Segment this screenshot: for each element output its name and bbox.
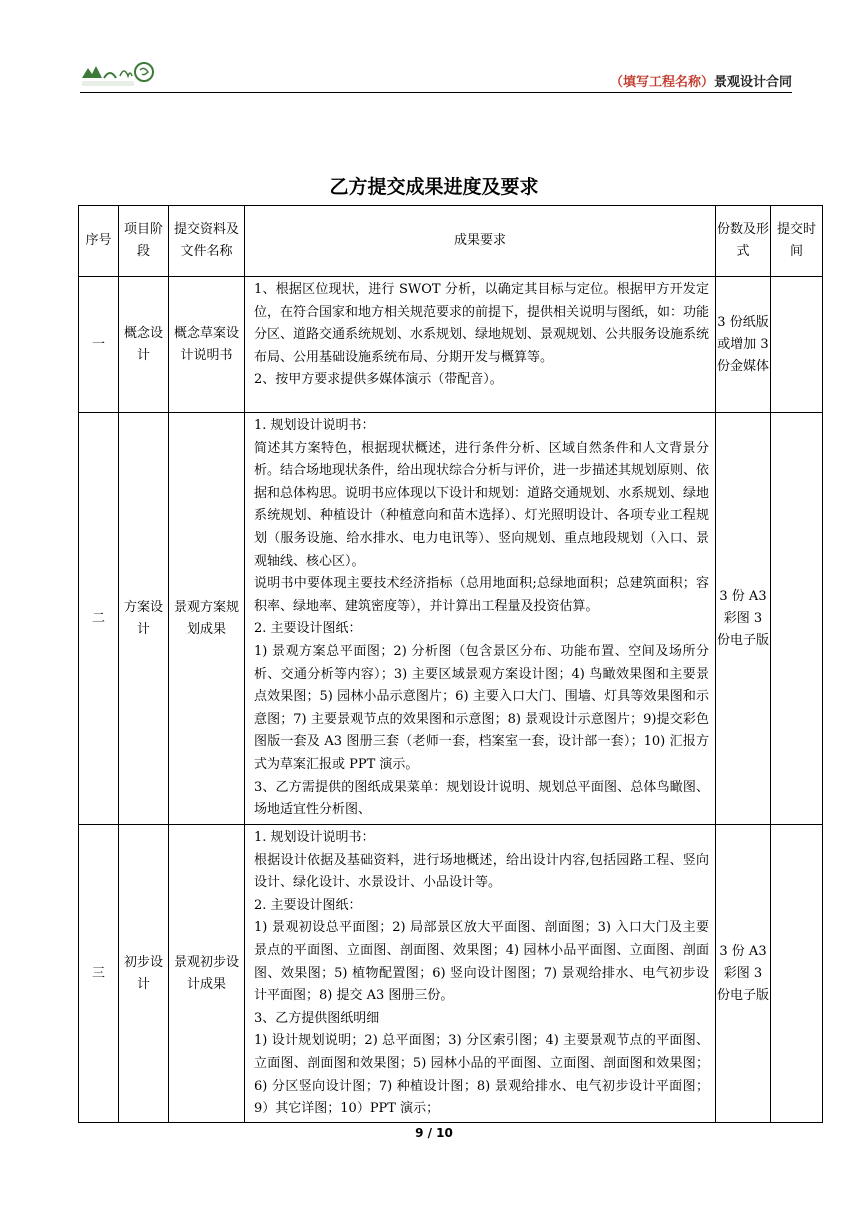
- row-stage: 初步设计: [119, 825, 169, 1123]
- header-copies: 份数及形式: [716, 206, 771, 277]
- row-time: [771, 825, 823, 1123]
- requirement-paragraph: 2. 主要设计图纸：: [254, 621, 362, 637]
- company-logo: [80, 60, 160, 88]
- logo-mark-icon: [80, 60, 160, 88]
- requirement-paragraph: 1) 设计规划说明；2) 总平面图；3) 分区索引图；4) 主要景观节点的平面图、立面图、剖面图和效果图；5) 园林小品的平面图、立面图、剖面图和效果图；6) 分区竖向设计图；7) 种植设计图；8) 景观给排水、电气初步设计平面图；9）其它详图；10）PPT 演示；: [254, 1033, 709, 1117]
- table-header-row: [79, 206, 823, 277]
- document-title: 乙方提交成果进度及要求: [329, 176, 539, 198]
- row-requirements: [245, 413, 716, 825]
- page-number: 9 / 10: [415, 1126, 453, 1140]
- requirement-paragraph: 1) 景观初设总平面图；2) 局部景区放大平面图、剖面图；3) 入口大门及主要景点的平面图、立面图、剖面图、效果图；4) 园林小品平面图、立面图、剖面图、效果图；5) 植物配置图；6) 竖向设计图图；7) 景观给排水、电气初步设计平面图；8) 提交 A3 图册三份。: [254, 920, 709, 1004]
- deliverables-table: [78, 205, 823, 1123]
- requirement-paragraph: 2、按甲方要求提供多媒体演示（带配音）。: [254, 372, 503, 388]
- row-stage: 概念设计: [119, 277, 169, 413]
- table-row: [79, 413, 823, 825]
- row-no: 三: [79, 825, 119, 1123]
- contract-title: [610, 71, 792, 90]
- contract-title-rest: 景观设计合同: [713, 75, 792, 90]
- requirement-paragraph: 根据设计依据及基础资料，进行场地概述，给出设计内容,包括园路工程、竖向设计、绿化设计、水景设计、小品设计等。: [254, 852, 709, 891]
- row-time: [771, 413, 823, 825]
- requirement-paragraph: 1. 规划设计说明书：: [254, 418, 375, 433]
- requirement-paragraph: 3、乙方需提供的图纸成果菜单：规划设计说明、规划总平面图、总体鸟瞰图、场地适宜性分析图、: [254, 779, 709, 818]
- row-no: 一: [79, 277, 119, 413]
- row-time: [771, 277, 823, 413]
- requirement-paragraph: 1、根据区位现状，进行 SWOT 分析，以确定其目标与定位。根据甲方开发定位，在符合国家和地方相关规范要求的前提下，提供相关说明与图纸，如：功能分区、道路交通系统规划、水系规划、绿地规划、景观规划、公共服务设施系统布局、公用基础设施系统布局、分期开发与概算等。: [254, 282, 710, 365]
- row-no: 二: [79, 413, 119, 825]
- table-row: [79, 277, 823, 413]
- page-header: [80, 58, 792, 93]
- row-docs: 景观初步设计成果: [169, 825, 245, 1123]
- row-stage: 方案设计: [119, 413, 169, 825]
- header-docs: 提交资料及文件名称: [169, 206, 245, 277]
- requirement-paragraph: 1. 规划设计说明书：: [254, 830, 375, 845]
- requirement-paragraph: 1) 景观方案总平面图；2) 分析图（包含景区分布、功能布置、空间及场所分析、交通分析等内容）；3) 主要区域景观方案设计图；4) 鸟瞰效果图和主要景点效果图；5) 园林小品示意图片；6) 主要入口大门、围墙、灯具等效果图和示意图；7) 主要景观节点的效果图和示意图；8) 景观设计示意图片；9)提交彩色图版一套及 A3 图册三套（老师一套，档案室一套，设计部一套）；10) 汇报方式为草案汇报或 PPT 演示。: [254, 643, 709, 772]
- requirement-paragraph: 简述其方案特色，根据现状概述，进行条件分析、区域自然条件和人文背景分析。结合场地现状条件，给出现状综合分析与评价，进一步描述其规划原则、依据和总体构思。说明书应体现以下设计和规划：道路交通规划、水系规划、绿地系统规划、种植设计（种植意向和苗木选择）、灯光照明设计、各项专业工程规划（服务设施、给水排水、电力电讯等）、竖向规划、重点地段规划（入口、景观轴线、核心区）。: [254, 440, 710, 569]
- row-docs: 景观方案规划成果: [169, 413, 245, 825]
- header-requirements: 成果要求: [245, 206, 716, 277]
- row-requirements: [245, 277, 716, 413]
- header-stage: 项目阶段: [119, 206, 169, 277]
- requirement-paragraph: 说明书中要体现主要技术经济指标（总用地面积;总绿地面积；总建筑面积；容积率、绿地率、建筑密度等），并计算出工程量及投资估算。: [254, 576, 709, 614]
- row-copies: 3 份 A3 彩图 3 份电子版: [716, 825, 771, 1123]
- row-copies: 3 份纸版或增加 3 份金媒体: [716, 277, 771, 413]
- header-time: 提交时间: [771, 206, 823, 277]
- requirement-paragraph: 2. 主要设计图纸：: [254, 897, 362, 913]
- table-row: [79, 825, 823, 1123]
- header-no: 序号: [79, 206, 119, 277]
- row-docs: 概念草案设计说明书: [169, 277, 245, 413]
- requirement-paragraph: 3、乙方提供图纸明细: [254, 1010, 380, 1026]
- row-copies: 3 份 A3 彩图 3 份电子版: [716, 413, 771, 825]
- row-requirements: [245, 825, 716, 1123]
- contract-title-placeholder: （填写工程名称）: [609, 75, 714, 90]
